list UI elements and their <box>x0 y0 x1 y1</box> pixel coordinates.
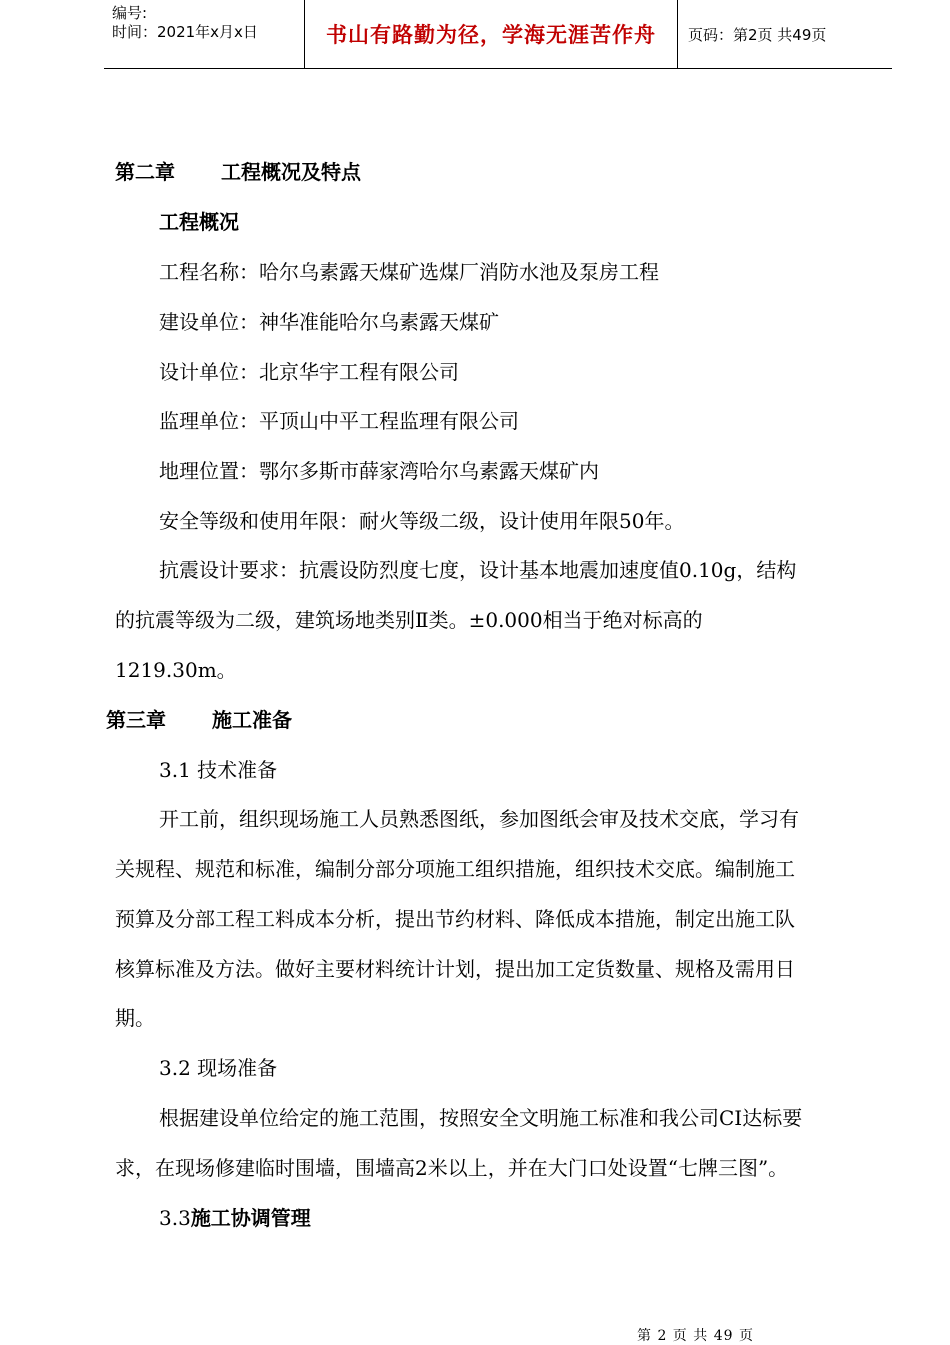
seismic-line-1: 抗震设计要求：抗震设防烈度七度，设计基本地震加速度值0.10g，结构 <box>159 558 797 582</box>
seismic-line-3: 1219.30m。 <box>115 658 237 682</box>
section-3-3-heading <box>159 1205 311 1231</box>
header-page-info: 页码：第2页 共49页 <box>688 25 827 44</box>
chapter2-number: 第二章 <box>115 160 175 184</box>
site-line-2: 求，在现场修建临时围墙，围墙高2米以上，并在大门口处设置“七牌三图”。 <box>115 1156 789 1180</box>
location-line: 地理位置：鄂尔多斯市薛家湾哈尔乌素露天煤矿内 <box>159 459 599 483</box>
tech-line-5: 期。 <box>115 1006 155 1030</box>
chapter3-number: 第三章 <box>106 708 166 732</box>
project-name-line: 工程名称：哈尔乌素露天煤矿选煤厂消防水池及泵房工程 <box>159 260 659 284</box>
section-3-1-heading: 3.1 技术准备 <box>159 758 278 782</box>
seismic-line-2: 的抗震等级为二级，建筑场地类别Ⅱ类。±0.000相当于绝对标高的 <box>115 608 703 632</box>
section-3-3-title: 施工协调管理 <box>190 1206 311 1230</box>
supervisor-line: 监理单位：平顶山中平工程监理有限公司 <box>159 409 519 433</box>
chapter3-heading <box>106 707 292 733</box>
header-meta <box>104 0 304 68</box>
tech-line-2: 关规程、规范和标准，编制分部分项施工组织措施，组织技术交底。编制施工 <box>115 857 795 881</box>
chapter3-title: 施工准备 <box>212 708 292 732</box>
site-line-1: 根据建设单位给定的施工范围，按照安全文明施工标准和我公司CI达标要 <box>159 1106 803 1130</box>
document-time: 时间：2021年x月x日 <box>112 23 258 41</box>
header-motto: 书山有路勤为径，学海无涯苦作舟 <box>304 0 678 68</box>
safety-line: 安全等级和使用年限：耐火等级二级，设计使用年限50年。 <box>159 509 685 533</box>
tech-line-4: 核算标准及方法。做好主要材料统计计划，提出加工定货数量、规格及需用日 <box>115 957 795 981</box>
tech-line-3: 预算及分部工程工料成本分析，提出节约材料、降低成本措施，制定出施工队 <box>115 907 795 931</box>
designer-line: 设计单位：北京华宇工程有限公司 <box>159 360 459 384</box>
page-footer: 第 2 页 共 49 页 <box>637 1328 754 1344</box>
chapter2-title: 工程概况及特点 <box>221 160 361 184</box>
tech-line-1: 开工前，组织现场施工人员熟悉图纸，参加图纸会审及技术交底，学习有 <box>159 807 799 831</box>
section-overview-heading: 工程概况 <box>159 210 239 234</box>
section-3-3-number: 3.3 <box>159 1206 191 1230</box>
section-3-2-heading: 3.2 现场准备 <box>159 1056 278 1080</box>
builder-line: 建设单位：神华准能哈尔乌素露天煤矿 <box>159 310 499 334</box>
document-number-label: 编号: <box>112 4 148 22</box>
page-header <box>104 0 892 69</box>
chapter2-heading <box>115 159 361 185</box>
